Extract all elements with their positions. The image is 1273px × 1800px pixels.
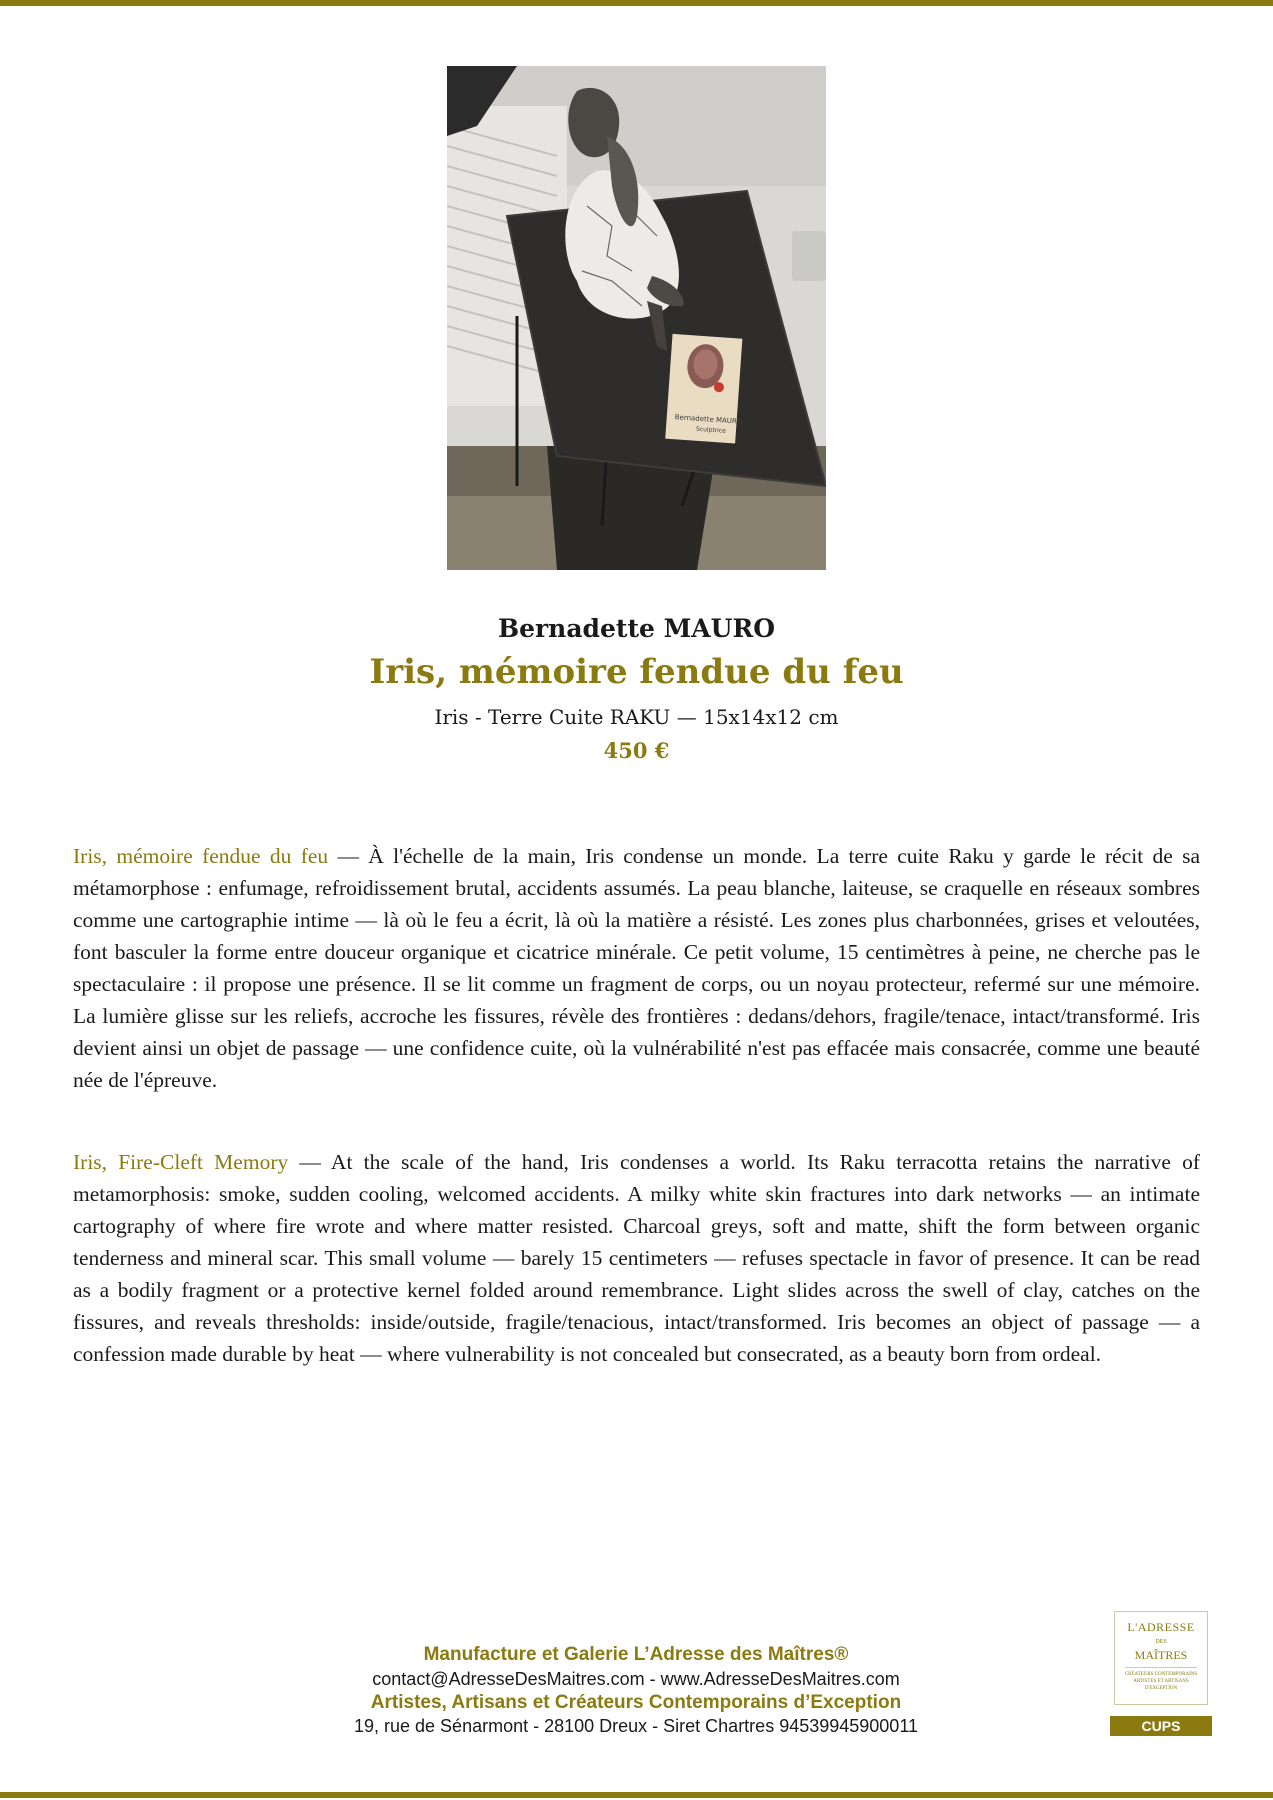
logo-line2: DES (1155, 1639, 1167, 1645)
logo-line1: L'ADRESSE (1127, 1620, 1195, 1634)
description-french-text: — À l'échelle de la main, Iris condense un monde. La terre cuite Raku y garde le récit de sa métamorphose : enfumage, refroidissement brutal, accidents assumés. La peau blanche, laiteuse, se craquelle en réseaux sombres comme une cartographie intime — là où le feu a écrit, là où la matière a résisté. Les zones plus charbonnées, grises et veloutées, font basculer la forme entre douceur organique et cicatrice minérale. Ce petit volume, 15 centimètres à peine, ne cherche pas le spectaculaire : il propose une présence. Il se lit comme un fragment de corps, ou un noyau protecteur, refermé sur une mémoire. La lumière glisse sur les reliefs, accroche les fissures, révèle des frontières : dedans/dehors, fragile/tenace, intact/transformé. Iris devient ainsi un objet de passage — une confidence cuite, où la vulnérabilité n'est pas effacée mais consacrée, comme une beauté née de l'épreuve. (73, 844, 1200, 1092)
artwork-price: 450 € (603, 738, 670, 763)
footer-address: 19, rue de Sénarmont - 28100 Dreux - Siret Chartres 94539945900011 (353, 1716, 919, 1736)
artwork-details: Iris - Terre Cuite RAKU — 15x14x12 cm (434, 705, 839, 729)
logo-line3: MAÎTRES (1134, 1648, 1188, 1662)
logo-tagline: CRÉATEURS CONTEMPORAINS ARTISTES ET ARTISANS D'EXCEPTION (1124, 1672, 1198, 1691)
top-border (0, 0, 1273, 6)
footer-tagline: Artistes, Artisans et Créateurs Contemporains d’Exception (370, 1692, 902, 1713)
bottom-border (0, 1792, 1273, 1798)
artwork-title: Iris, mémoire fendue du feu (369, 652, 904, 692)
description-english (73, 1146, 1200, 1370)
footer-contact: contact@AdresseDesMaitres.com - www.AdresseDesMaitres.com (372, 1669, 900, 1689)
description-english-text: — At the scale of the hand, Iris condenses a world. Its Raku terracotta retains the narrative of metamorphosis: smoke, sudden cooling, welcomed accidents. A milky white skin fractures into dark networks — an intimate cartography of where fire wrote and where matter resisted. Charcoal greys, soft and matte, shift the form between organic tenderness and mineral scar. This small volume — barely 15 centimeters — refuses spectacle in favor of presence. It can be read as a bodily fragment or a protective kernel folded around remembrance. Light slides across the swell of clay, catches on the fissures, and reveals thresholds: inside/outside, fragile/tenacious, intact/transformed. Iris becomes an object of passage — a confession made durable by heat — where vulnerability is not concealed but consecrated, as a beauty born from ordeal. (73, 1150, 1200, 1366)
description-french-lead: Iris, mémoire fendue du feu (73, 844, 329, 868)
artist-name: Bernadette MAURO (497, 614, 776, 643)
gallery-logo (1114, 1611, 1208, 1705)
footer-gallery-name: Manufacture et Galerie L’Adresse des Maîtres® (423, 1644, 849, 1665)
description-english-lead: Iris, Fire-Cleft Memory (73, 1150, 289, 1174)
artwork-photo (447, 66, 826, 570)
cups-badge: CUPS (1110, 1716, 1212, 1736)
description-french (73, 840, 1200, 1096)
card-name: Bernadette MAURO (674, 413, 743, 426)
logo-divider (1125, 1667, 1197, 1668)
card-role: Sculptrice (695, 425, 727, 435)
